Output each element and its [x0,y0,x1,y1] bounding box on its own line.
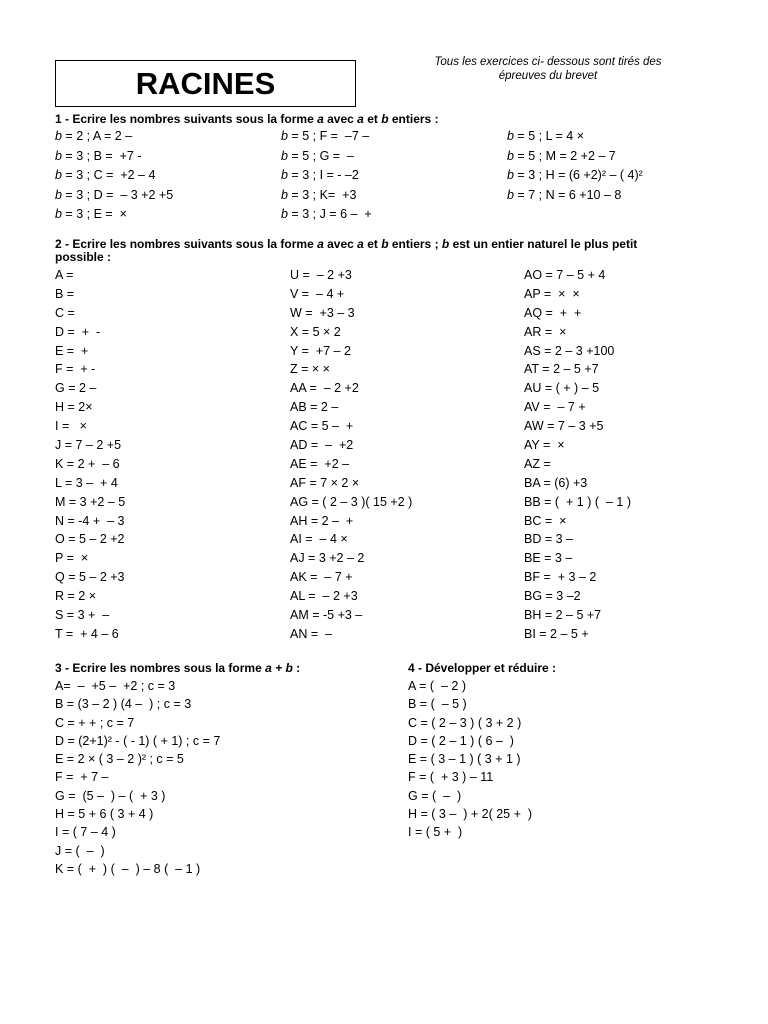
exercise-item: F = ( + 3 ) – 11 [408,770,494,785]
exercise-item: I = ( 5 + ) [408,825,463,840]
exercise-item: AC = 5 – + [290,419,354,434]
exercise-item: D = (2+1)² - ( - 1) ( + 1) ; c = 7 [55,733,221,748]
section-2-column-1 [55,266,125,644]
section-2-column-3 [524,266,631,644]
exercise-item: G = 2 – [55,381,97,396]
exercise-item: BB = ( + 1 ) ( – 1 ) [524,494,631,509]
exercise-item: R = 2 × [55,589,96,604]
exercise-item: P = × [55,551,89,566]
exercise-item: H = 2× [55,400,93,415]
exercise-item: AI = – 4 × [290,532,348,547]
exercise-item: J = 7 – 2 +5 [55,438,122,453]
exercise-item: K = ( + ) ( – ) – 8 ( – 1 ) [55,861,201,876]
exercise-item: AL = – 2 +3 [290,589,358,604]
exercise-item: b = 3 ; J = 6 – + [281,207,372,221]
exercise-item: AD = – +2 [290,438,354,453]
exercise-item: D = + - [55,324,101,339]
exercise-item: F = + 7 – [55,770,109,785]
exercise-item: AZ = [524,456,551,471]
exercise-item: AF = 7 × 2 × [290,475,360,490]
exercise-item: AQ = + + [524,305,582,320]
exercise-item: B = ( – 5 ) [408,697,467,712]
exercise-item: b = 3 ; I = - –2 [281,168,359,182]
section-1-column-2 [281,127,372,225]
section-1-column-3 [507,127,643,205]
exercise-item: U = – 2 +3 [290,268,352,282]
exercise-item: BH = 2 – 5 +7 [524,608,602,623]
exercise-item: C = + + ; c = 7 [55,715,135,730]
section-1-column-1 [55,127,173,225]
exercise-item: AB = 2 – [290,400,339,415]
exercise-item: E = 2 × ( 3 – 2 )² ; c = 5 [55,752,184,767]
exercise-item: AK = – 7 + [290,570,353,585]
exercise-item: AV = – 7 + [524,400,586,415]
exercise-item: b = 5 ; M = 2 +2 – 7 [507,148,616,163]
exercise-item: b = 3 ; E = × [55,207,127,221]
section-3-heading-suffix: : [292,661,301,675]
exercise-item: A= – +5 – +2 ; c = 3 [55,679,176,693]
exercise-item: M = 3 +2 – 5 [55,494,126,509]
exercise-item: BI = 2 – 5 + [524,626,589,641]
exercise-item: b = 7 ; N = 6 +10 – 8 [507,187,622,202]
section-3-heading [55,662,300,675]
exercise-item: D = ( 2 – 1 ) ( 6 – ) [408,733,514,748]
exercise-item: H = 5 + 6 ( 3 + 4 ) [55,807,154,822]
exercise-item: Q = 5 – 2 +3 [55,570,125,585]
exercise-item: AE = +2 – [290,456,350,471]
exercise-item: S = 3 + – [55,608,110,623]
exercise-item: AH = 2 – + [290,513,354,528]
exercise-item: A = ( – 2 ) [408,679,467,693]
exercise-item: Z = × × [290,362,330,377]
exercise-item: AR = × [524,324,567,339]
exercise-item: AT = 2 – 5 +7 [524,362,599,377]
exercise-item: AM = -5 +3 – [290,608,363,623]
section-4-list [408,677,532,842]
exercise-item: O = 5 – 2 +2 [55,532,125,547]
exercise-item: b = 3 ; D = – 3 +2 +5 [55,187,174,202]
exercise-item: BE = 3 – [524,551,573,566]
exercise-item: T = + 4 – 6 [55,626,119,641]
exercise-item: b = 3 ; H = (6 +2)² – ( 4)² [507,168,643,182]
section-3-list [55,677,220,878]
section-2-heading-line-2: possible : [55,250,112,264]
exercise-item: AO = 7 – 5 + 4 [524,268,606,282]
exercise-item: G = ( – ) [408,788,462,803]
exercise-item: b = 5 ; L = 4 × [507,129,585,143]
exercise-item: b = 2 ; A = 2 – [55,129,133,143]
exercise-item: AN = – [290,626,333,641]
section-1-heading: 1 - Ecrire les nombres suivants sous la forme a avec a et b entiers : [55,112,439,126]
exercise-item: AP = × × [524,286,580,301]
exercise-item: F = + - [55,362,96,377]
exercise-item: AJ = 3 +2 – 2 [290,551,365,566]
exercise-item: I = × [55,419,87,434]
exercise-item: BA = (6) +3 [524,475,588,490]
section-2-heading-line-1: 2 - Ecrire les nombres suivants sous la forme a avec a et b entiers ; b est un entier naturel le plus petit [55,237,638,251]
exercise-item: A = [55,268,74,282]
exercise-item: E = + [55,343,89,358]
exercise-item: W = +3 – 3 [290,305,355,320]
exercise-item: BG = 3 –2 [524,589,581,604]
exercise-item: AU = ( + ) – 5 [524,381,600,396]
section-2-column-2 [290,266,412,644]
source-note-line-1: Tous les exercices ci- dessous sont tirés des [434,56,662,68]
source-note-line-2: épreuves du brevet [498,70,598,82]
exercise-item: V = – 4 + [290,286,345,301]
exercise-item: K = 2 + – 6 [55,456,120,471]
exercise-item: B = (3 – 2 ) (4 – ) ; c = 3 [55,697,192,712]
section-3-heading-formula: a + b [265,661,293,675]
exercise-item: G = (5 – ) – ( + 3 ) [55,788,166,803]
exercise-item: I = ( 7 – 4 ) [55,825,116,840]
exercise-item: E = ( 3 – 1 ) ( 3 + 1 ) [408,752,521,767]
exercise-item: N = -4 + – 3 [55,513,125,528]
exercise-item: H = ( 3 – ) + 2( 25 + ) [408,807,533,822]
exercise-item: AY = × [524,438,565,453]
exercise-item: J = ( – ) [55,843,105,858]
page-title: RACINES [55,60,356,107]
exercise-item: b = 5 ; G = – [281,148,354,163]
section-3-heading-prefix: 3 - Ecrire les nombres sous la forme [55,661,266,675]
exercise-item: AG = ( 2 – 3 )( 15 +2 ) [290,494,413,509]
exercise-item: AA = – 2 +2 [290,381,359,396]
exercise-item: B = [55,286,75,301]
exercise-item: Y = +7 – 2 [290,343,351,358]
section-4-heading: 4 - Développer et réduire : [408,661,557,675]
section-2-heading [55,238,715,264]
exercise-item: AW = 7 – 3 +5 [524,419,604,434]
exercise-item: AS = 2 – 3 +100 [524,343,615,358]
exercise-item: C = ( 2 – 3 ) ( 3 + 2 ) [408,715,522,730]
exercise-item: b = 5 ; F = –7 – [281,129,370,143]
exercise-item: b = 3 ; B = +7 - [55,148,142,163]
exercise-item: b = 3 ; C = +2 – 4 [55,168,156,182]
source-note [398,55,698,83]
exercise-item: C = [55,305,75,320]
exercise-item: BF = + 3 – 2 [524,570,597,585]
exercise-item: X = 5 × 2 [290,324,341,339]
exercise-item: b = 3 ; K= +3 [281,187,357,202]
exercise-item: L = 3 – + 4 [55,475,118,490]
exercise-item: BD = 3 – [524,532,573,547]
exercise-item: BC = × [524,513,567,528]
